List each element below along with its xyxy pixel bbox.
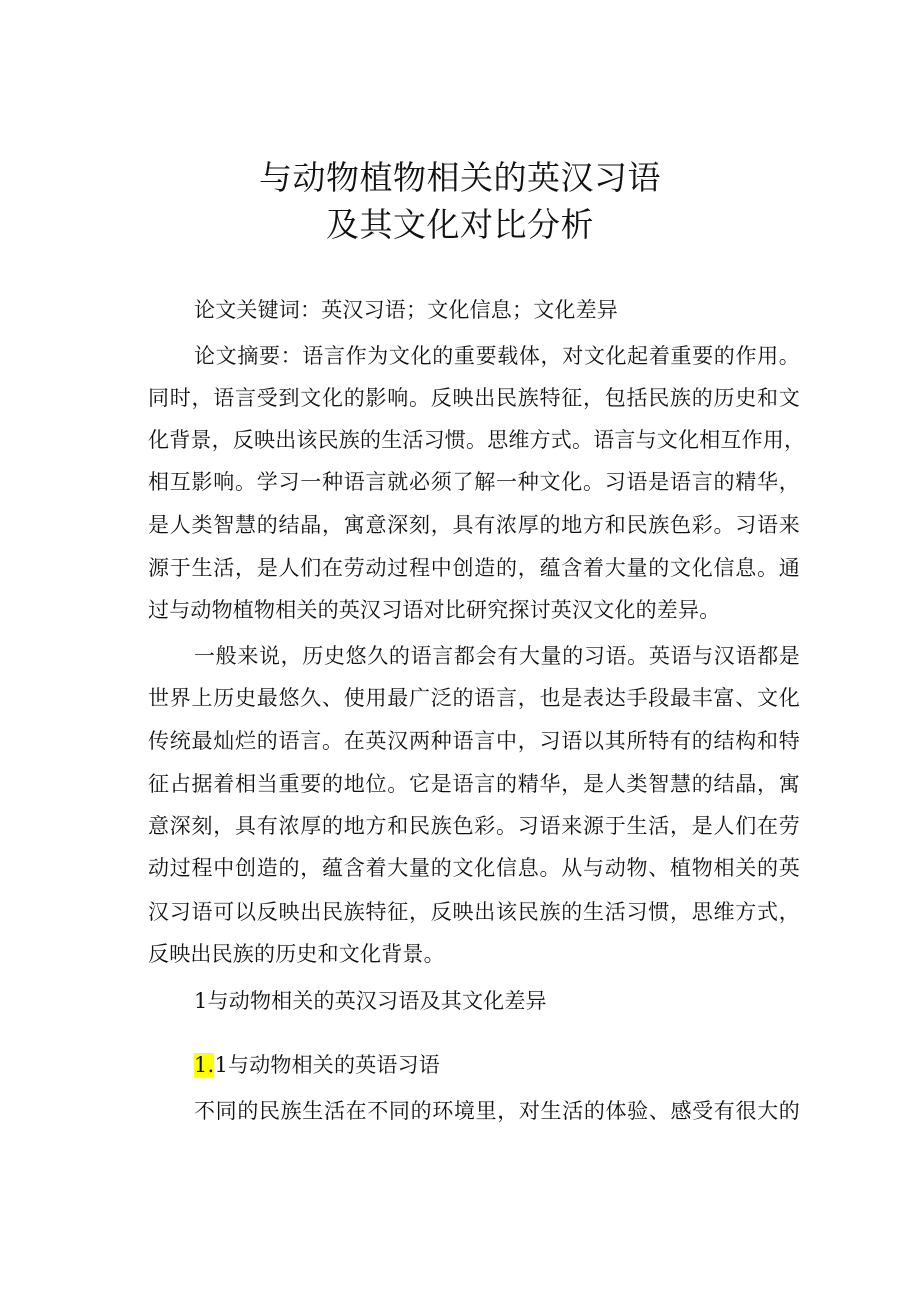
intro-line: 征占据着相当重要的地位。它是语言的精华，是人类智慧的结晶，寓	[148, 772, 800, 796]
section-heading-1-1-text: 1与动物相关的英语习语	[214, 1053, 440, 1077]
document-title-line-1: 与动物植物相关的英汉习语	[259, 158, 661, 197]
document-title-line-2: 及其文化对比分析	[326, 205, 594, 244]
abstract-line: 是人类智慧的结晶，寓意深刻，具有浓厚的地方和民族色彩。习语来	[148, 513, 800, 537]
keywords-line: 论文关键词：英汉习语；文化信息；文化差异	[194, 298, 618, 322]
abstract-line: 过与动物植物相关的英汉习语对比研究探讨英汉文化的差异。	[148, 598, 721, 622]
intro-line: 意深刻，具有浓厚的地方和民族色彩。习语来源于生活，是人们在劳	[148, 814, 800, 838]
intro-line: 汉习语可以反映出民族特征，反映出该民族的生活习惯，思维方式，	[148, 900, 800, 924]
abstract-line: 论文摘要：语言作为文化的重要载体，对文化起着重要的作用。	[194, 344, 800, 368]
abstract-line: 化背景，反映出该民族的生活习惯。思维方式。语言与文化相互作用，	[148, 428, 806, 452]
section-heading-1: 1与动物相关的英汉习语及其文化差异	[194, 989, 547, 1013]
abstract-line: 同时，语言受到文化的影响。反映出民族特征，包括民族的历史和文	[148, 386, 800, 410]
body-line: 不同的民族生活在不同的环境里，对生活的体验、感受有很大的	[194, 1099, 800, 1123]
section-heading-1-1	[194, 1050, 440, 1080]
intro-line: 一般来说，历史悠久的语言都会有大量的习语。英语与汉语都是	[194, 644, 800, 668]
abstract-line: 源于生活，是人们在劳动过程中创造的，蕴含着大量的文化信息。通	[148, 556, 800, 580]
intro-line: 反映出民族的历史和文化背景。	[148, 942, 445, 966]
highlighted-section-number: 1.	[194, 1053, 215, 1077]
intro-line: 动过程中创造的，蕴含着大量的文化信息。从与动物、植物相关的英	[148, 856, 800, 880]
intro-line: 世界上历史最悠久、使用最广泛的语言，也是表达手段最丰富、文化	[148, 686, 800, 710]
intro-line: 传统最灿烂的语言。在英汉两种语言中，习语以其所特有的结构和特	[148, 729, 800, 753]
abstract-line: 相互影响。学习一种语言就必须了解一种文化。习语是语言的精华，	[148, 470, 800, 494]
